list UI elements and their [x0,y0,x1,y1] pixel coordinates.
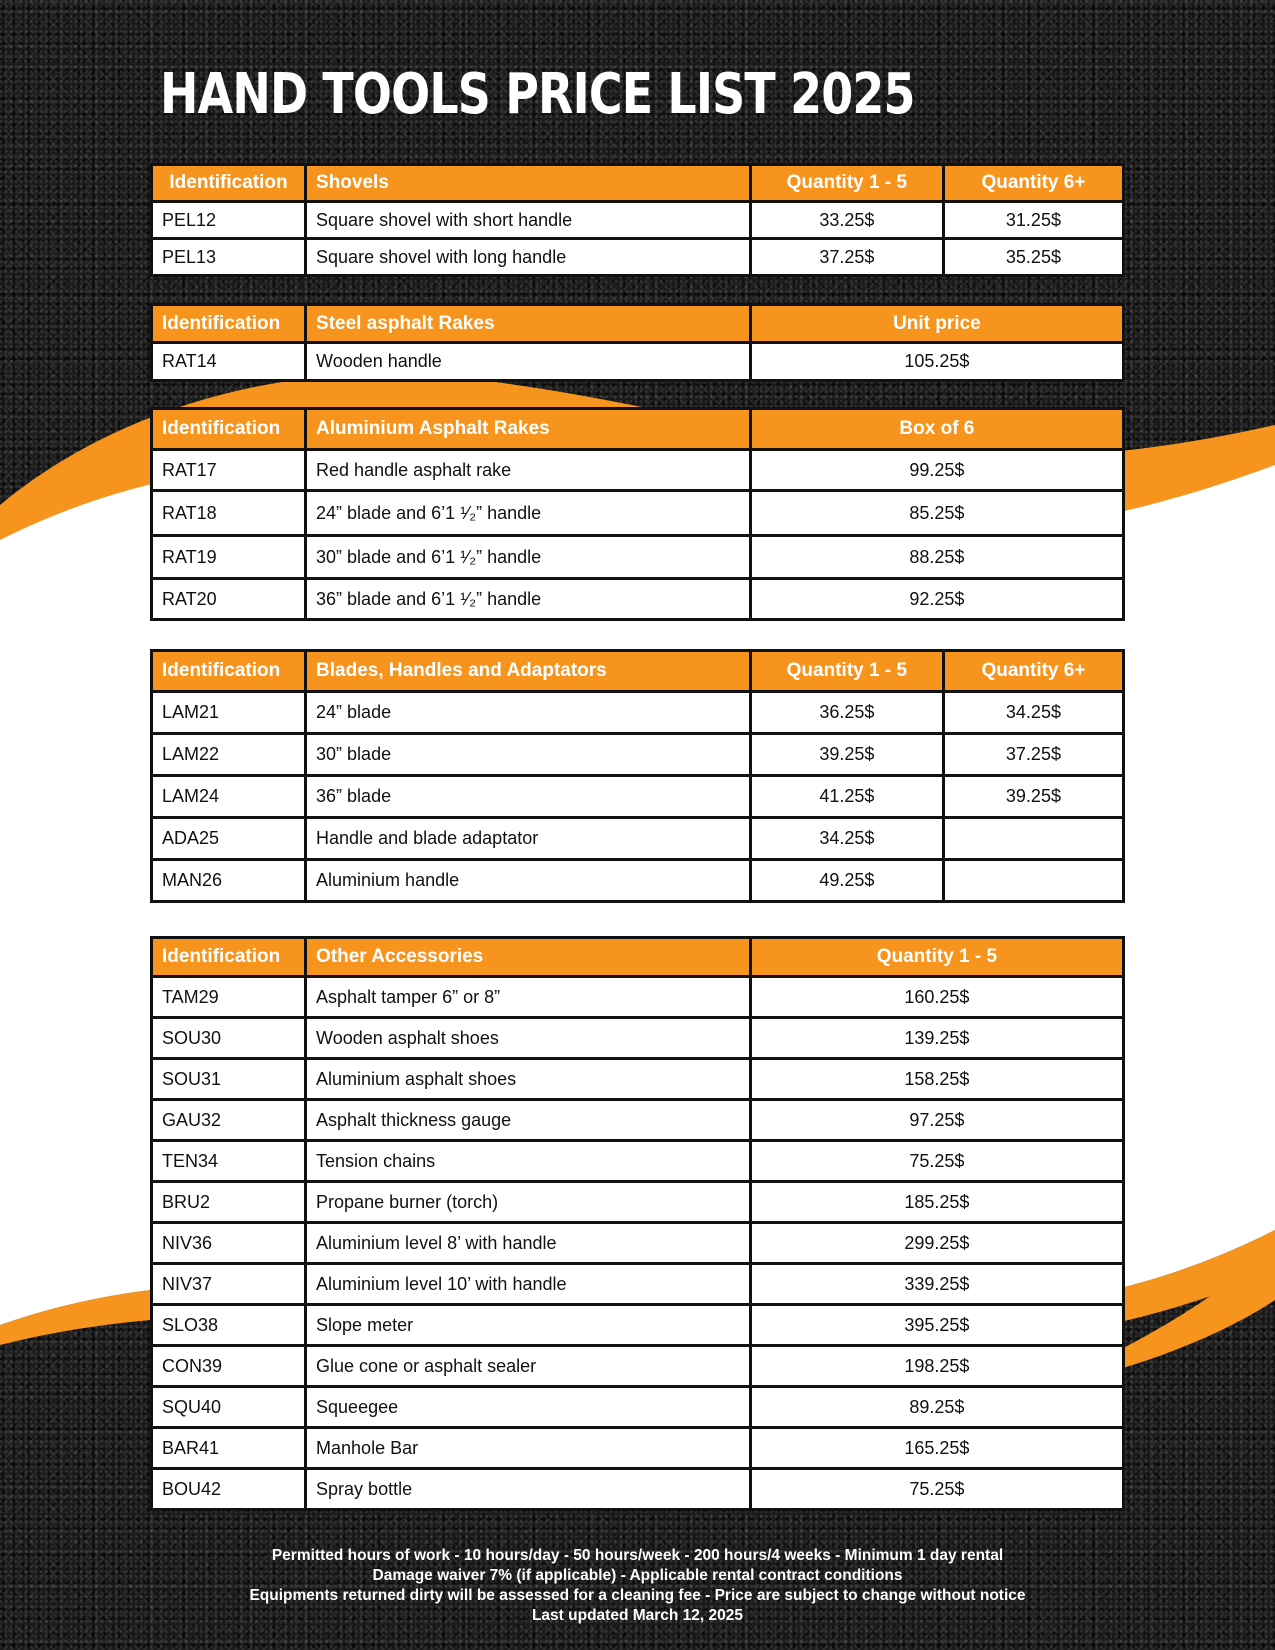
table-row [152,692,1124,734]
column-header: Quantity 1 - 5 [750,165,943,202]
box-price: 88.25$ [750,536,1123,579]
item-id: RAT18 [152,491,306,536]
price-qty-1-5: 165.25$ [750,1428,1123,1469]
footer-line: Equipments returned dirty will be assessed for a cleaning fee - Price are subject to change without notice [249,1587,1026,1604]
table-row [152,734,1124,776]
table-header-row [152,938,1124,977]
item-id: TAM29 [152,977,306,1018]
table-row [152,239,1124,276]
price-qty-6-plus: 35.25$ [943,239,1123,276]
footer-line: Permitted hours of work - 10 hours/day - 50 hours/week - 200 hours/4 weeks - Minimum 1 day rental [271,1547,1004,1564]
price-qty-6-plus: 34.25$ [943,692,1123,734]
item-description: Square shovel with long handle [306,239,751,276]
item-id: TEN34 [152,1141,306,1182]
column-header: Identification [152,165,306,202]
column-header: Quantity 6+ [943,651,1123,692]
table-row [152,1469,1124,1510]
price-qty-1-5: 158.25$ [750,1059,1123,1100]
item-description: Handle and blade adaptator [306,818,751,860]
price-qty-1-5: 49.25$ [750,860,943,902]
price-qty-1-5: 299.25$ [750,1223,1123,1264]
price-qty-6-plus [943,860,1123,902]
item-id: RAT14 [152,343,306,381]
item-description: Aluminium handle [306,860,751,902]
price-qty-1-5: 75.25$ [750,1469,1123,1510]
price-qty-6-plus [943,818,1123,860]
table-row [152,818,1124,860]
column-header: Box of 6 [750,409,1123,450]
price-qty-1-5: 41.25$ [750,776,943,818]
column-header: Quantity 1 - 5 [750,651,943,692]
price-qty-1-5: 185.25$ [750,1182,1123,1223]
price-qty-1-5: 160.25$ [750,977,1123,1018]
steel-rakes-table [150,303,1125,382]
item-description: Propane burner (torch) [306,1182,751,1223]
table-header-row [152,651,1124,692]
column-header: Quantity 1 - 5 [750,938,1123,977]
shovels-table [150,163,1125,277]
item-description: Glue cone or asphalt sealer [306,1346,751,1387]
item-id: GAU32 [152,1100,306,1141]
item-id: PEL13 [152,239,306,276]
column-header: Identification [152,305,306,343]
price-qty-1-5: 75.25$ [750,1141,1123,1182]
item-id: SLO38 [152,1305,306,1346]
table-row [152,491,1124,536]
box-price: 85.25$ [750,491,1123,536]
unit-price: 105.25$ [750,343,1123,381]
price-qty-6-plus: 31.25$ [943,202,1123,239]
column-header: Quantity 6+ [943,165,1123,202]
price-qty-6-plus: 39.25$ [943,776,1123,818]
price-qty-1-5: 89.25$ [750,1387,1123,1428]
item-description: 36” blade and 6’1 ¹⁄₂” handle [306,579,751,620]
footer-line: Last updated March 12, 2025 [531,1607,744,1624]
item-description: Red handle asphalt rake [306,450,751,491]
table-row [152,1387,1124,1428]
item-description: 30” blade and 6’1 ¹⁄₂” handle [306,536,751,579]
table-row [152,1223,1124,1264]
item-id: CON39 [152,1346,306,1387]
item-id: LAM22 [152,734,306,776]
item-description: Slope meter [306,1305,751,1346]
item-id: NIV37 [152,1264,306,1305]
item-description: Wooden handle [306,343,751,381]
box-price: 99.25$ [750,450,1123,491]
table-row [152,860,1124,902]
item-id: BAR41 [152,1428,306,1469]
footer-notes [0,1546,1275,1626]
table-row [152,1059,1124,1100]
table-row [152,776,1124,818]
table-row [152,1305,1124,1346]
item-id: RAT17 [152,450,306,491]
price-qty-1-5: 37.25$ [750,239,943,276]
column-header: Aluminium Asphalt Rakes [306,409,751,450]
item-id: PEL12 [152,202,306,239]
column-header: Shovels [306,165,751,202]
table-row [152,1428,1124,1469]
item-id: SQU40 [152,1387,306,1428]
item-description: Manhole Bar [306,1428,751,1469]
item-description: 24” blade and 6’1 ¹⁄₂” handle [306,491,751,536]
item-description: Spray bottle [306,1469,751,1510]
column-header: Other Accessories [306,938,751,977]
price-qty-1-5: 36.25$ [750,692,943,734]
price-qty-1-5: 339.25$ [750,1264,1123,1305]
item-description: Tension chains [306,1141,751,1182]
table-row [152,579,1124,620]
item-description: 24” blade [306,692,751,734]
table-header-row [152,409,1124,450]
table-header-row [152,305,1124,343]
item-description: Asphalt tamper 6” or 8” [306,977,751,1018]
item-description: 36” blade [306,776,751,818]
item-id: SOU31 [152,1059,306,1100]
item-id: MAN26 [152,860,306,902]
item-id: LAM24 [152,776,306,818]
price-qty-1-5: 395.25$ [750,1305,1123,1346]
other-accessories-table [150,936,1125,1511]
price-qty-1-5: 97.25$ [750,1100,1123,1141]
table-header-row [152,165,1124,202]
column-header: Unit price [750,305,1123,343]
table-row [152,977,1124,1018]
item-id: NIV36 [152,1223,306,1264]
item-description: Square shovel with short handle [306,202,751,239]
item-description: Wooden asphalt shoes [306,1018,751,1059]
column-header: Identification [152,409,306,450]
price-qty-6-plus: 37.25$ [943,734,1123,776]
item-id: BRU2 [152,1182,306,1223]
table-row [152,1346,1124,1387]
price-qty-1-5: 139.25$ [750,1018,1123,1059]
item-description: 30” blade [306,734,751,776]
item-description: Aluminium level 10’ with handle [306,1264,751,1305]
item-id: LAM21 [152,692,306,734]
table-row [152,1182,1124,1223]
price-qty-1-5: 198.25$ [750,1346,1123,1387]
item-description: Aluminium asphalt shoes [306,1059,751,1100]
aluminium-rakes-table [150,407,1125,621]
table-row [152,343,1124,381]
item-id: ADA25 [152,818,306,860]
column-header: Identification [152,938,306,977]
table-row [152,1264,1124,1305]
table-row [152,450,1124,491]
column-header: Steel asphalt Rakes [306,305,751,343]
column-header: Identification [152,651,306,692]
item-description: Aluminium level 8’ with handle [306,1223,751,1264]
footer-line: Damage waiver 7% (if applicable) - Applicable rental contract conditions [372,1567,903,1584]
item-description: Squeegee [306,1387,751,1428]
item-id: RAT20 [152,579,306,620]
item-id: SOU30 [152,1018,306,1059]
price-qty-1-5: 34.25$ [750,818,943,860]
table-row [152,202,1124,239]
column-header: Blades, Handles and Adaptators [306,651,751,692]
table-row [152,1018,1124,1059]
table-row [152,1141,1124,1182]
item-id: RAT19 [152,536,306,579]
item-id: BOU42 [152,1469,306,1510]
box-price: 92.25$ [750,579,1123,620]
price-qty-1-5: 39.25$ [750,734,943,776]
table-row [152,1100,1124,1141]
blades-table [150,649,1125,903]
item-description: Asphalt thickness gauge [306,1100,751,1141]
table-row [152,536,1124,579]
page-title: HAND TOOLS PRICE LIST 2025 [160,62,915,127]
price-qty-1-5: 33.25$ [750,202,943,239]
